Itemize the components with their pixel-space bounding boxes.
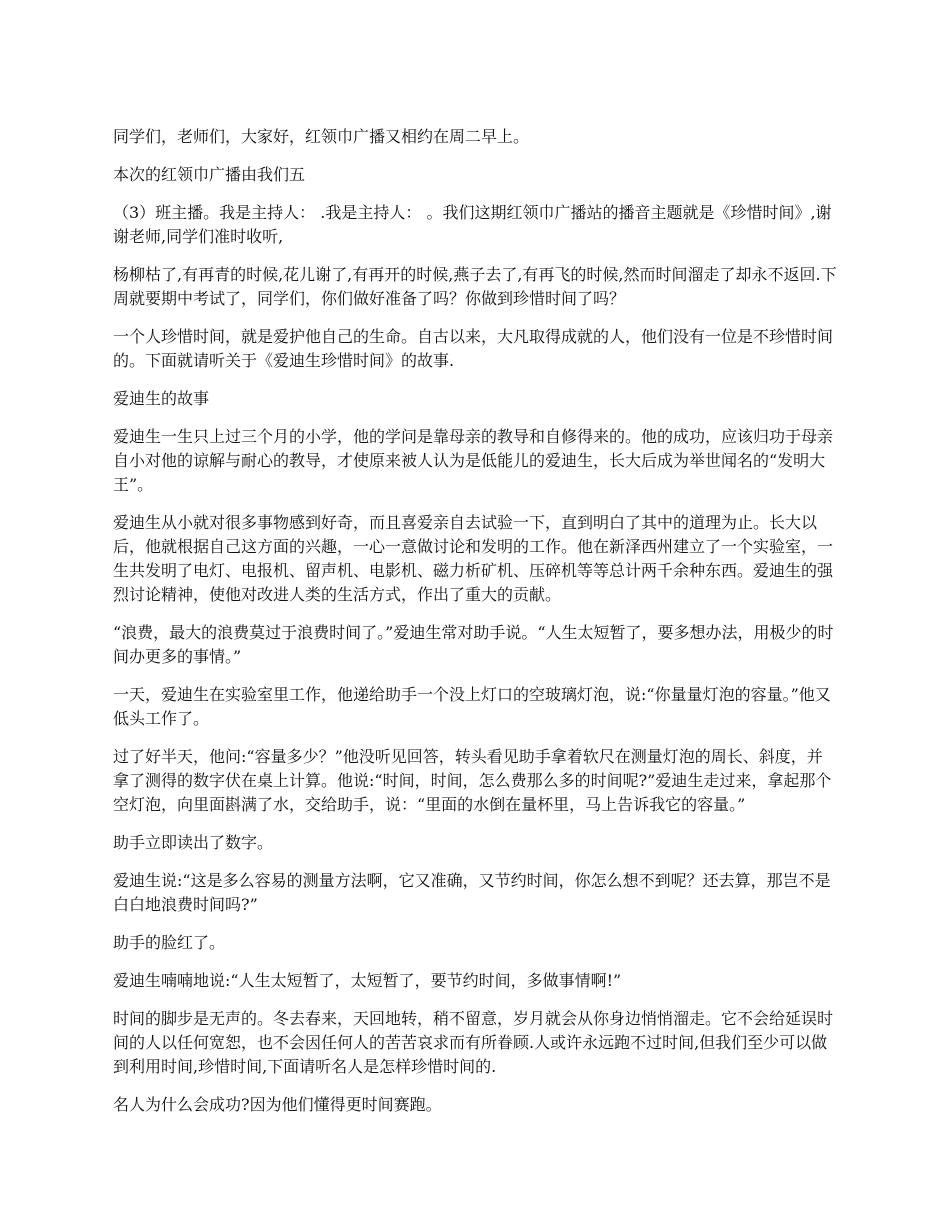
paragraph-edison-education: 爱迪生一生只上过三个月的小学，他的学问是靠母亲的教导和自修得来的。他的成功，应该归功于母亲自小对他的谅解与耐心的教导，才使原来被人认为是低能儿的爱迪生，长大后成为举世闻名的“发明大王”。 — [113, 427, 834, 494]
paragraph-assistant-blush: 助手的脸红了。 — [113, 933, 226, 952]
paragraph-greeting: 同学们，老师们，大家好，红领巾广播又相约在周二早上。 — [113, 127, 530, 146]
paragraph-edison-murmur: 爱迪生喃喃地说:“人生太短暂了，太短暂了，要节约时间，多做事情啊!” — [113, 971, 622, 990]
paragraph-bulb-measurement: 过了好半天，他问:“容量多少？”他没听见回答，转头看见助手拿着软尺在测量灯泡的周长、斜度，并拿了测得的数字伏在桌上计算。他说:“时间，时间，怎么费那么多的时间呢?”爱迪生走过来，拿起那个空灯泡，向里面斟满了水，交给助手，说：“里面的水倒在量杯里，马上告诉我它的容量。” — [113, 747, 832, 814]
paragraph-famous-people: 名人为什么会成功?因为他们懂得更时间赛跑。 — [113, 1095, 442, 1114]
paragraph-time-footsteps: 时间的脚步是无声的。冬去春来，天回地转，稍不留意，岁月就会从你身边悄悄溜走。它不会给延误时间的人以任何宽恕，也不会因任何人的苦苦哀求而有所眷顾.人或许永远跑不过时间,但我们至少可以做到利用时间,珍惜时间,下面请听名人是怎样珍惜时间的. — [113, 1009, 834, 1076]
paragraph-theme: （3）班主播。我是主持人： .我是主持人： 。我们这期红领巾广播站的播音主题就是《珍惜时间》,谢谢老师,同学们准时收听, — [113, 203, 832, 246]
document-body — [113, 125, 838, 1131]
paragraph-bulb-request: 一天，爱迪生在实验室里工作，他递给助手一个没上灯口的空玻璃灯泡，说:“你量量灯泡的容量。”他又低头工作了。 — [113, 685, 831, 728]
paragraph-edison-inventions: 爱迪生从小就对很多事物感到好奇，而且喜爱亲自去试验一下，直到明白了其中的道理为止。长大以后，他就根据自己这方面的兴趣，一心一意做讨论和发明的工作。他在新泽西州建立了一个实验室，一生共发明了电灯、电报机、留声机、电影机、磁力析矿机、压碎机等等总计两千余种东西。爱迪生的强烈讨论精神，使他对改进人类的生活方式，作出了重大的贡献。 — [113, 513, 834, 604]
paragraph-edison-quote: “浪费，最大的浪费莫过于浪费时间了。”爱迪生常对助手说。“人生太短暂了，要多想办法，用极少的时间办更多的事情。” — [113, 623, 834, 666]
paragraph-cherish-life: 一个人珍惜时间，就是爱护他自己的生命。自古以来，大凡取得成就的人，他们没有一位是不珍惜时间的。下面就请听关于《爱迪生珍惜时间》的故事. — [113, 327, 834, 370]
paragraph-assistant-reads: 助手立即读出了数字。 — [113, 833, 274, 852]
paragraph-edison-remark: 爱迪生说:“这是多么容易的测量方法啊，它又准确，又节约时间，你怎么想不到呢？还去算，那岂不是白白地浪费时间吗?” — [113, 871, 831, 914]
paragraph-host-intro: 本次的红领巾广播由我们五 — [113, 165, 306, 184]
section-heading-edison-story: 爱迪生的故事 — [113, 389, 210, 408]
paragraph-time-passing: 杨柳枯了,有再青的时候,花儿谢了,有再开的时候,燕子去了,有再飞的时候,然而时间溜走了却永不返回.下周就要期中考试了，同学们，你们做好准备了吗？你做到珍惜时间了吗？ — [113, 265, 837, 308]
